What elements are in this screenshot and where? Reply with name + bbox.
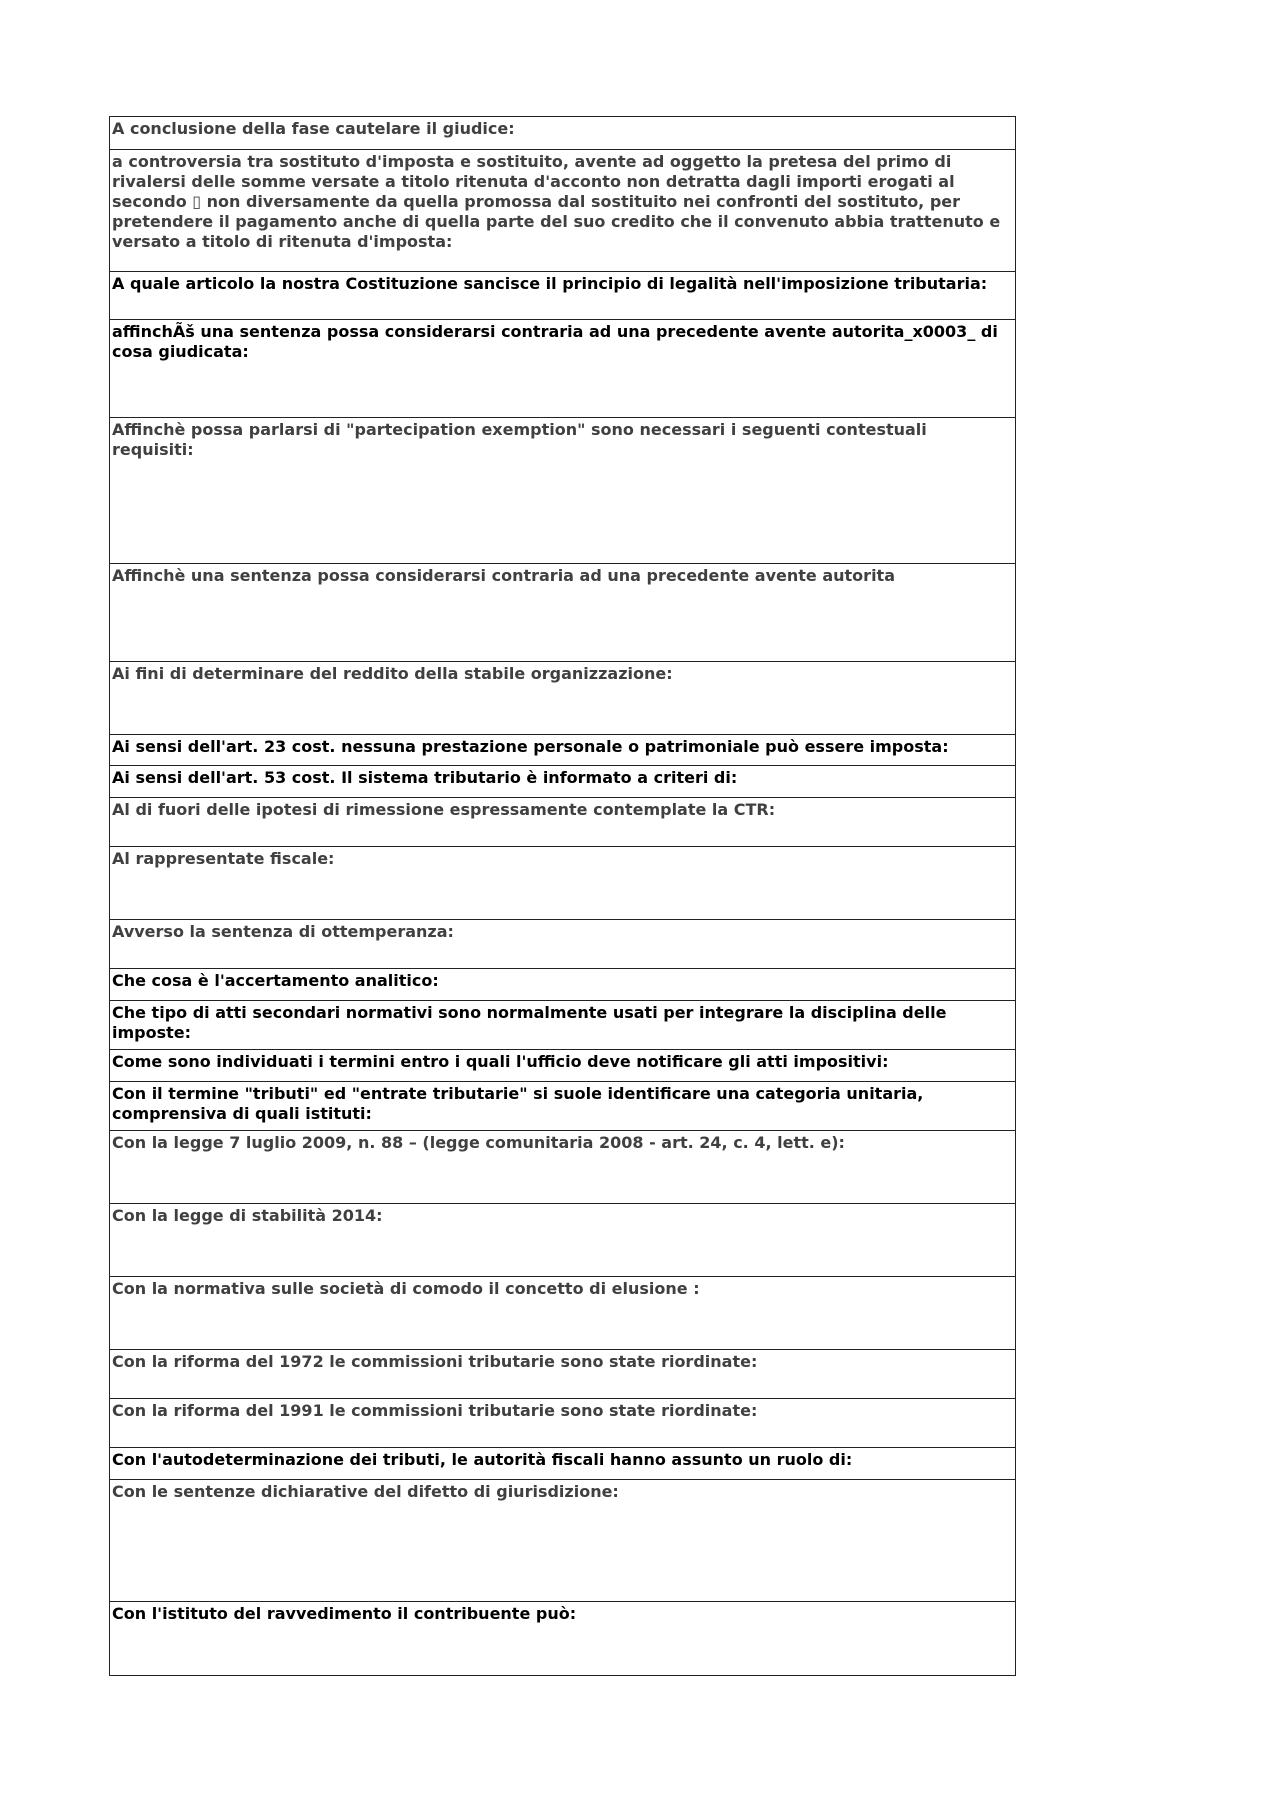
cell-text: Affinchè possa parlarsi di "partecipation exemption" sono necessari i seguenti contestuali requisiti: <box>112 420 927 459</box>
cell-text: Con la legge di stabilità 2014: <box>112 1206 383 1225</box>
cell-text: Con l'autodeterminazione dei tributi, le autorità fiscali hanno assunto un ruolo di: <box>112 1450 853 1469</box>
cell-text: A conclusione della fase cautelare il giudice: <box>112 119 515 138</box>
table-row <box>110 418 1015 564</box>
cell-text: Con il termine "tributi" ed "entrate tributarie" si suole identificare una categoria unitaria, comprensiva di quali istituti: <box>112 1084 924 1123</box>
table-row <box>110 320 1015 418</box>
cell-text: Che cosa è l'accertamento analitico: <box>112 971 439 990</box>
table-row <box>110 969 1015 1001</box>
table-row <box>110 1350 1015 1399</box>
table-row <box>110 1050 1015 1082</box>
table-row <box>110 847 1015 920</box>
cell-text: Con la legge 7 luglio 2009, n. 88 – (legge comunitaria 2008 - art. 24, c. 4, lett. e): <box>112 1133 845 1152</box>
cell-text: Al rappresentate fiscale: <box>112 849 335 868</box>
table-row <box>110 272 1015 320</box>
cell-text: Come sono individuati i termini entro i quali l'ufficio deve notificare gli atti impositivi: <box>112 1052 889 1071</box>
table-row <box>110 1277 1015 1350</box>
table-row <box>110 1480 1015 1602</box>
cell-text: a controversia tra sostituto d'imposta e sostituito, avente ad oggetto la pretesa del primo di rivalersi delle somme versate a titolo ritenuta d'acconto non detratta dagli importi erogati al secondo ▯ non diversamente da quella promossa dal sostituito nei confronti del sostituto, per pretendere il pagamento anche di quella parte del suo credito che il convenuto abbia trattenuto e versato a titolo di ritenuta d'imposta: <box>112 152 1001 251</box>
cell-text: Ai sensi dell'art. 23 cost. nessuna prestazione personale o patrimoniale può essere imposta: <box>112 737 949 756</box>
table-row <box>110 1602 1015 1675</box>
table-row <box>110 1399 1015 1448</box>
cell-text: Con le sentenze dichiarative del difetto di giurisdizione: <box>112 1482 619 1501</box>
table-row <box>110 798 1015 847</box>
cell-text: Con l'istituto del ravvedimento il contribuente può: <box>112 1604 577 1623</box>
cell-text: affinchÃš una sentenza possa considerarsi contraria ad una precedente avente autorita_x0003_ di cosa giudicata: <box>112 322 998 361</box>
table-row <box>110 1082 1015 1131</box>
cell-text: Con la riforma del 1991 le commissioni tributarie sono state riordinate: <box>112 1401 758 1420</box>
table-row <box>110 564 1015 662</box>
cell-text: Ai fini di determinare del reddito della stabile organizzazione: <box>112 664 673 683</box>
table-row <box>110 735 1015 766</box>
question-table <box>109 116 1016 1676</box>
table-row <box>110 662 1015 735</box>
cell-text: Con la riforma del 1972 le commissioni tributarie sono state riordinate: <box>112 1352 758 1371</box>
table-row <box>110 150 1015 272</box>
cell-text: Avverso la sentenza di ottemperanza: <box>112 922 454 941</box>
cell-text: Al di fuori delle ipotesi di rimessione espressamente contemplate la CTR: <box>112 800 776 819</box>
table-row <box>110 920 1015 969</box>
table-row <box>110 117 1015 150</box>
table-row <box>110 1448 1015 1480</box>
table-row <box>110 1001 1015 1050</box>
table-row <box>110 1204 1015 1277</box>
cell-text: Che tipo di atti secondari normativi sono normalmente usati per integrare la disciplina delle imposte: <box>112 1003 947 1042</box>
cell-text: Ai sensi dell'art. 53 cost. Il sistema tributario è informato a criteri di: <box>112 768 738 787</box>
table-row <box>110 766 1015 798</box>
table-row <box>110 1131 1015 1204</box>
cell-text: Con la normativa sulle società di comodo il concetto di elusione : <box>112 1279 700 1298</box>
cell-text: A quale articolo la nostra Costituzione sancisce il principio di legalità nell'imposizione tributaria: <box>112 274 988 293</box>
cell-text: Affinchè una sentenza possa considerarsi contraria ad una precedente avente autorita <box>112 566 895 585</box>
